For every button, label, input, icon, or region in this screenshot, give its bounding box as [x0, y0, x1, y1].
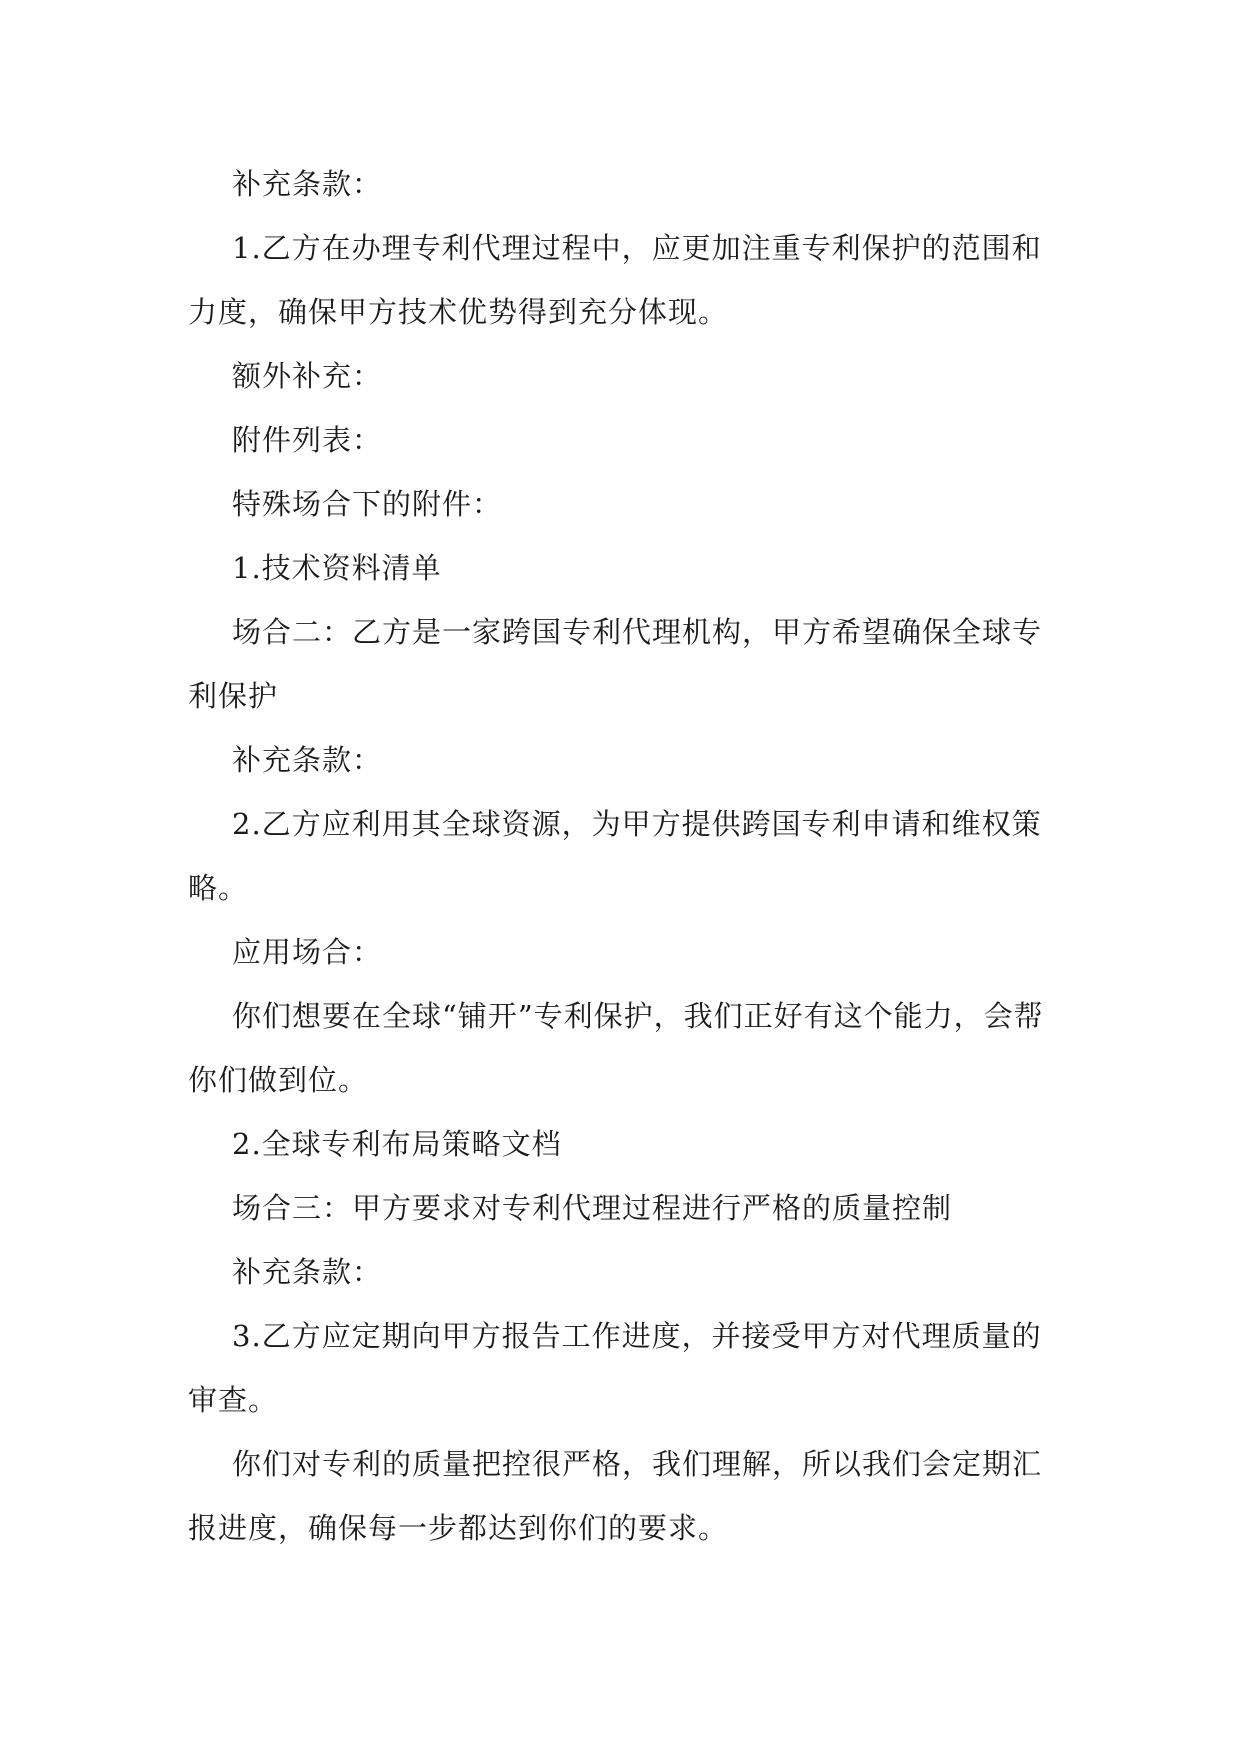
scenario-2: 场合二：乙方是一家跨国专利代理机构，甲方希望确保全球专利保护 — [188, 615, 1043, 713]
heading-supplementary-clauses-3: 补充条款： — [232, 1255, 383, 1289]
clause-2: 2.乙方应利用其全球资源，为甲方提供跨国专利申请和维权策略。 — [188, 807, 1042, 905]
heading-application-scenario: 应用场合： — [232, 935, 383, 969]
scenario-3-note: 你们对专利的质量把控很严格，我们理解，所以我们会定期汇报进度，确保每一步都达到你们的要求。 — [188, 1447, 1043, 1545]
attachment-2: 2.全球专利布局策略文档 — [232, 1127, 562, 1161]
document-body — [188, 152, 1048, 1560]
clause-1: 1.乙方在办理专利代理过程中，应更加注重专利保护的范围和力度，确保甲方技术优势得到充分体现。 — [188, 231, 1042, 329]
heading-special-attachments: 特殊场合下的附件： — [232, 487, 503, 521]
heading-attachment-list: 附件列表： — [232, 423, 383, 457]
scenario-3: 场合三：甲方要求对专利代理过程进行严格的质量控制 — [232, 1191, 953, 1225]
clause-3: 3.乙方应定期向甲方报告工作进度，并接受甲方对代理质量的审查。 — [188, 1319, 1042, 1417]
heading-supplementary-clauses-1: 补充条款： — [232, 167, 383, 201]
attachment-1: 1.技术资料清单 — [232, 551, 442, 585]
heading-supplementary-clauses-2: 补充条款： — [232, 743, 383, 777]
scenario-2-note: 你们想要在全球“铺开”专利保护，我们正好有这个能力，会帮你们做到位。 — [188, 999, 1044, 1097]
heading-additional-supplement: 额外补充： — [232, 359, 383, 393]
